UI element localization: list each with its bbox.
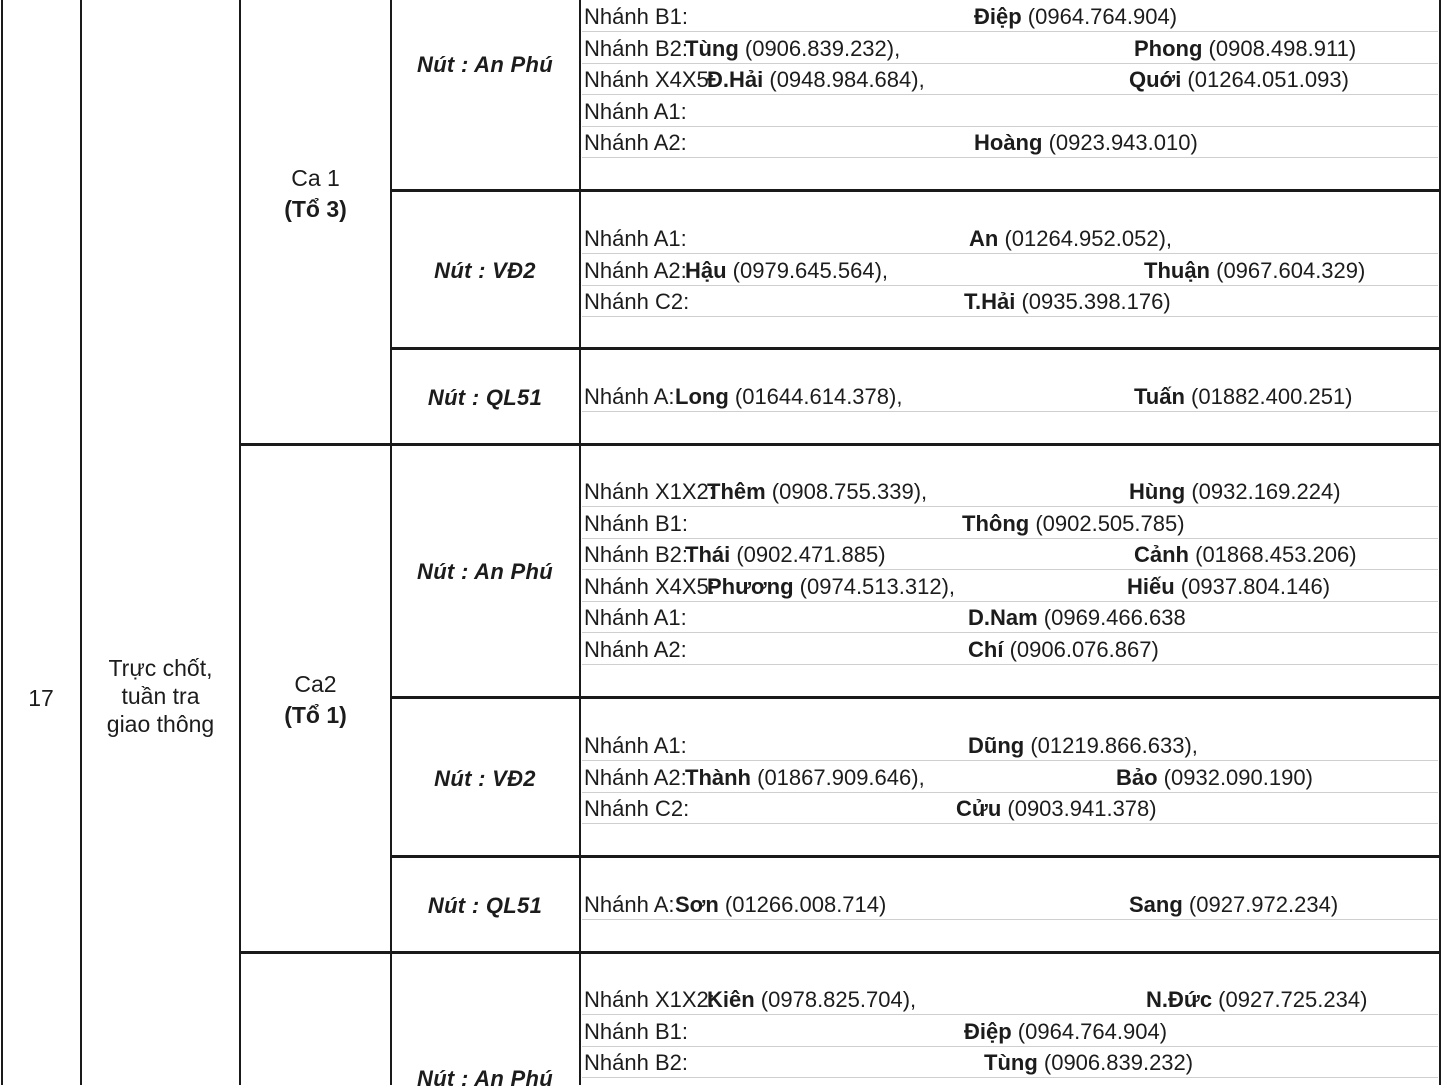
branch-row (584, 99, 1438, 127)
branch-row (584, 67, 1438, 95)
shift-name: Ca2 (294, 671, 337, 697)
branch-row (584, 479, 1438, 507)
branch-label: Nhánh A2: (584, 637, 687, 662)
contact-phone: (0964.764.904) (1011, 1019, 1168, 1044)
contact-name: Thông (962, 511, 1030, 536)
contact-name: Bảo (1116, 765, 1158, 790)
branch-label: Nhánh A2: (584, 765, 687, 790)
contact-phone: (0906.839.232), (738, 36, 901, 61)
divider-block-2 (390, 347, 1441, 350)
contact-phone: (0906.839.232) (1037, 1050, 1194, 1075)
contact-secondary (1129, 67, 1349, 93)
contact-primary (707, 67, 925, 93)
branch-row (584, 1050, 1438, 1078)
branch-label: Nhánh A1: (584, 99, 687, 124)
divider-shift-1 (239, 443, 1441, 446)
branch-row (584, 542, 1438, 570)
task-line: Trực chốt, (108, 655, 213, 681)
contact-primary (707, 479, 927, 505)
node-label: Nút : An Phú (417, 52, 553, 77)
row-rule (582, 253, 1438, 254)
contact-phone: (0979.645.564), (726, 258, 889, 283)
contact-name: Đ.Hải (707, 67, 764, 92)
border-left (1, 0, 3, 1085)
divider-block-5 (390, 855, 1441, 858)
node-label: Nút : An Phú (417, 559, 553, 584)
contact-secondary (1129, 892, 1338, 918)
contact-phone: (01867.909.646), (751, 765, 925, 790)
row-rule (582, 664, 1438, 665)
branch-label: Nhánh X4X5: (584, 67, 715, 92)
border-right (1439, 0, 1441, 1085)
contact-name: Hiếu (1127, 574, 1175, 599)
contact-secondary (974, 130, 1198, 156)
contact-phone: (0923.943.010) (1042, 130, 1198, 155)
contact-secondary (1144, 258, 1365, 284)
contact-name: Thái (685, 542, 731, 567)
contact-primary (685, 765, 925, 791)
contact-secondary (1116, 765, 1313, 791)
branch-label: Nhánh X1X2: (584, 479, 715, 504)
contact-phone: (0937.804.146) (1174, 574, 1331, 599)
node-label: Nút : QL51 (427, 385, 543, 410)
contact-phone: (0908.498.911) (1202, 36, 1357, 61)
branch-label: Nhánh A1: (584, 226, 687, 251)
branch-label: Nhánh A2: (584, 130, 687, 155)
shift-cell (241, 163, 390, 225)
contact-primary (685, 36, 900, 62)
task-description (82, 654, 239, 738)
branch-label: Nhánh A1: (584, 733, 687, 758)
contact-name: Điệp (964, 1019, 1012, 1044)
contact-secondary (969, 226, 1172, 252)
branch-row (584, 4, 1438, 32)
contact-primary (685, 542, 886, 568)
branch-label: Nhánh B2: (584, 36, 688, 61)
row-rule (582, 94, 1438, 95)
contact-secondary (1127, 574, 1330, 600)
branch-row (584, 511, 1438, 539)
contact-primary (707, 574, 955, 600)
col-divider-index (80, 0, 82, 1085)
divider-block-4 (390, 696, 1441, 699)
contact-phone: (01264.952.052), (998, 226, 1173, 251)
branch-row (584, 605, 1438, 633)
contact-name: N.Đức (1146, 987, 1213, 1012)
contact-primary (685, 258, 888, 284)
contact-primary (675, 384, 902, 410)
contact-secondary (1146, 987, 1367, 1013)
branch-row (584, 637, 1438, 665)
branch-row (584, 574, 1438, 602)
contact-phone: (0932.090.190) (1157, 765, 1313, 790)
branch-label: Nhánh C2: (584, 289, 690, 314)
shift-cell (241, 669, 390, 731)
task-line: tuần tra (121, 683, 200, 709)
row-rule (582, 1077, 1438, 1078)
contact-primary (675, 892, 886, 918)
contact-secondary (974, 4, 1177, 30)
contact-secondary (964, 289, 1171, 315)
contact-secondary (962, 511, 1185, 537)
contact-name: T.Hải (964, 289, 1016, 314)
branch-row (584, 1019, 1438, 1047)
node-label: Nút : An Phú (417, 1066, 553, 1091)
row-rule (582, 31, 1438, 32)
row-rule (582, 792, 1438, 793)
contact-name: Kiên (707, 987, 755, 1012)
row-rule (582, 823, 1438, 824)
branch-row (584, 892, 1438, 920)
branch-row (584, 289, 1438, 317)
branch-row (584, 733, 1438, 761)
row-rule (582, 569, 1438, 570)
contact-phone: (0902.471.885) (730, 542, 886, 567)
contact-secondary (968, 637, 1159, 663)
shift-team: (Tổ 3) (284, 196, 347, 222)
contact-name: Tùng (984, 1050, 1038, 1075)
contact-phone: (0974.513.312), (793, 574, 956, 599)
branch-label: Nhánh A: (584, 384, 675, 409)
divider-block-1 (390, 189, 1441, 192)
contact-phone: (01266.008.714) (718, 892, 887, 917)
node-label: Nút : VĐ2 (434, 766, 536, 791)
row-rule (582, 285, 1438, 286)
contact-name: Thêm (707, 479, 766, 504)
task-line: giao thông (106, 711, 215, 737)
shift-name: Ca 1 (291, 165, 340, 191)
contact-phone: (01882.400.251) (1184, 384, 1353, 409)
contact-name: Thành (685, 765, 751, 790)
branch-row (584, 987, 1438, 1015)
contact-phone: (0948.984.684), (763, 67, 925, 92)
row-rule (582, 1014, 1438, 1015)
branch-row (584, 226, 1438, 254)
contact-phone: (0978.825.704), (754, 987, 917, 1012)
col-divider-node (579, 0, 581, 1085)
col-divider-shift (390, 0, 392, 1085)
contact-phone: (0927.972.234) (1182, 892, 1339, 917)
contact-primary (707, 987, 916, 1013)
contact-name: Điệp (974, 4, 1022, 29)
branch-row (584, 130, 1438, 158)
row-rule (582, 760, 1438, 761)
row-rule (582, 1046, 1438, 1047)
contact-name: Dũng (968, 733, 1025, 758)
row-rule (582, 411, 1438, 412)
branch-label: Nhánh B2: (584, 542, 688, 567)
contact-name: Cửu (956, 796, 1002, 821)
contact-phone: (01644.614.378), (728, 384, 903, 409)
contact-phone: (01868.453.206) (1189, 542, 1357, 567)
row-rule (582, 919, 1438, 920)
contact-secondary (956, 796, 1157, 822)
branch-label: Nhánh A1: (584, 605, 687, 630)
row-rule (582, 316, 1438, 317)
branch-label: Nhánh B1: (584, 1019, 688, 1044)
row-rule (582, 538, 1438, 539)
contact-phone: (0932.169.224) (1185, 479, 1341, 504)
branch-label: Nhánh C2: (584, 796, 690, 821)
branch-label: Nhánh A: (584, 892, 675, 917)
contact-phone: (0969.466.638 (1037, 605, 1186, 630)
contact-name: Tuấn (1134, 384, 1185, 409)
contact-secondary (968, 733, 1198, 759)
row-index: 17 (28, 685, 54, 711)
contact-name: Sang (1129, 892, 1183, 917)
contact-secondary (984, 1050, 1193, 1076)
contact-phone: (0927.725.234) (1212, 987, 1368, 1012)
contact-name: Sơn (675, 892, 719, 917)
contact-name: Cảnh (1134, 542, 1189, 567)
shift-team: (Tổ 1) (284, 702, 347, 728)
contact-name: An (969, 226, 999, 251)
contact-secondary (1129, 479, 1341, 505)
contact-name: Phong (1134, 36, 1203, 61)
contact-name: D.Nam (968, 605, 1038, 630)
contact-secondary (1134, 36, 1356, 62)
row-rule (582, 126, 1438, 127)
branch-row (584, 384, 1438, 412)
contact-secondary (968, 605, 1186, 631)
contact-secondary (1134, 384, 1353, 410)
contact-name: Hoàng (974, 130, 1043, 155)
branch-label: Nhánh B2: (584, 1050, 688, 1075)
divider-shift-2 (239, 951, 1441, 954)
contact-name: Quới (1129, 67, 1182, 92)
branch-label: Nhánh B1: (584, 511, 688, 536)
branch-row (584, 258, 1438, 286)
contact-secondary (1134, 542, 1357, 568)
branch-label: Nhánh X4X5: (584, 574, 715, 599)
contact-name: Chí (968, 637, 1004, 662)
contact-name: Phương (707, 574, 794, 599)
branch-label: Nhánh X1X2: (584, 987, 715, 1012)
contact-name: Hậu (685, 258, 727, 283)
contact-phone: (01264.051.093) (1181, 67, 1349, 92)
contact-phone: (0903.941.378) (1001, 796, 1157, 821)
contact-phone: (0967.604.329) (1210, 258, 1366, 283)
contact-name: Hùng (1129, 479, 1186, 504)
branch-row (584, 36, 1438, 64)
row-rule (582, 632, 1438, 633)
contact-phone: (0935.398.176) (1015, 289, 1171, 314)
branch-row (584, 765, 1438, 793)
contact-phone: (01219.866.633), (1024, 733, 1198, 758)
row-rule (582, 506, 1438, 507)
contact-phone: (0908.755.339), (765, 479, 928, 504)
contact-phone: (0902.505.785) (1029, 511, 1185, 536)
contact-name: Thuận (1144, 258, 1210, 283)
contact-name: Tùng (685, 36, 739, 61)
contact-phone: (0906.076.867) (1003, 637, 1159, 662)
branch-row (584, 796, 1438, 824)
contact-name: Long (675, 384, 729, 409)
node-label: Nút : VĐ2 (434, 258, 536, 283)
node-label: Nút : QL51 (427, 893, 543, 918)
branch-label: Nhánh B1: (584, 4, 688, 29)
contact-phone: (0964.764.904) (1021, 4, 1178, 29)
contact-secondary (964, 1019, 1167, 1045)
branch-label: Nhánh A2: (584, 258, 687, 283)
row-rule (582, 157, 1438, 158)
row-rule (582, 601, 1438, 602)
row-rule (582, 63, 1438, 64)
